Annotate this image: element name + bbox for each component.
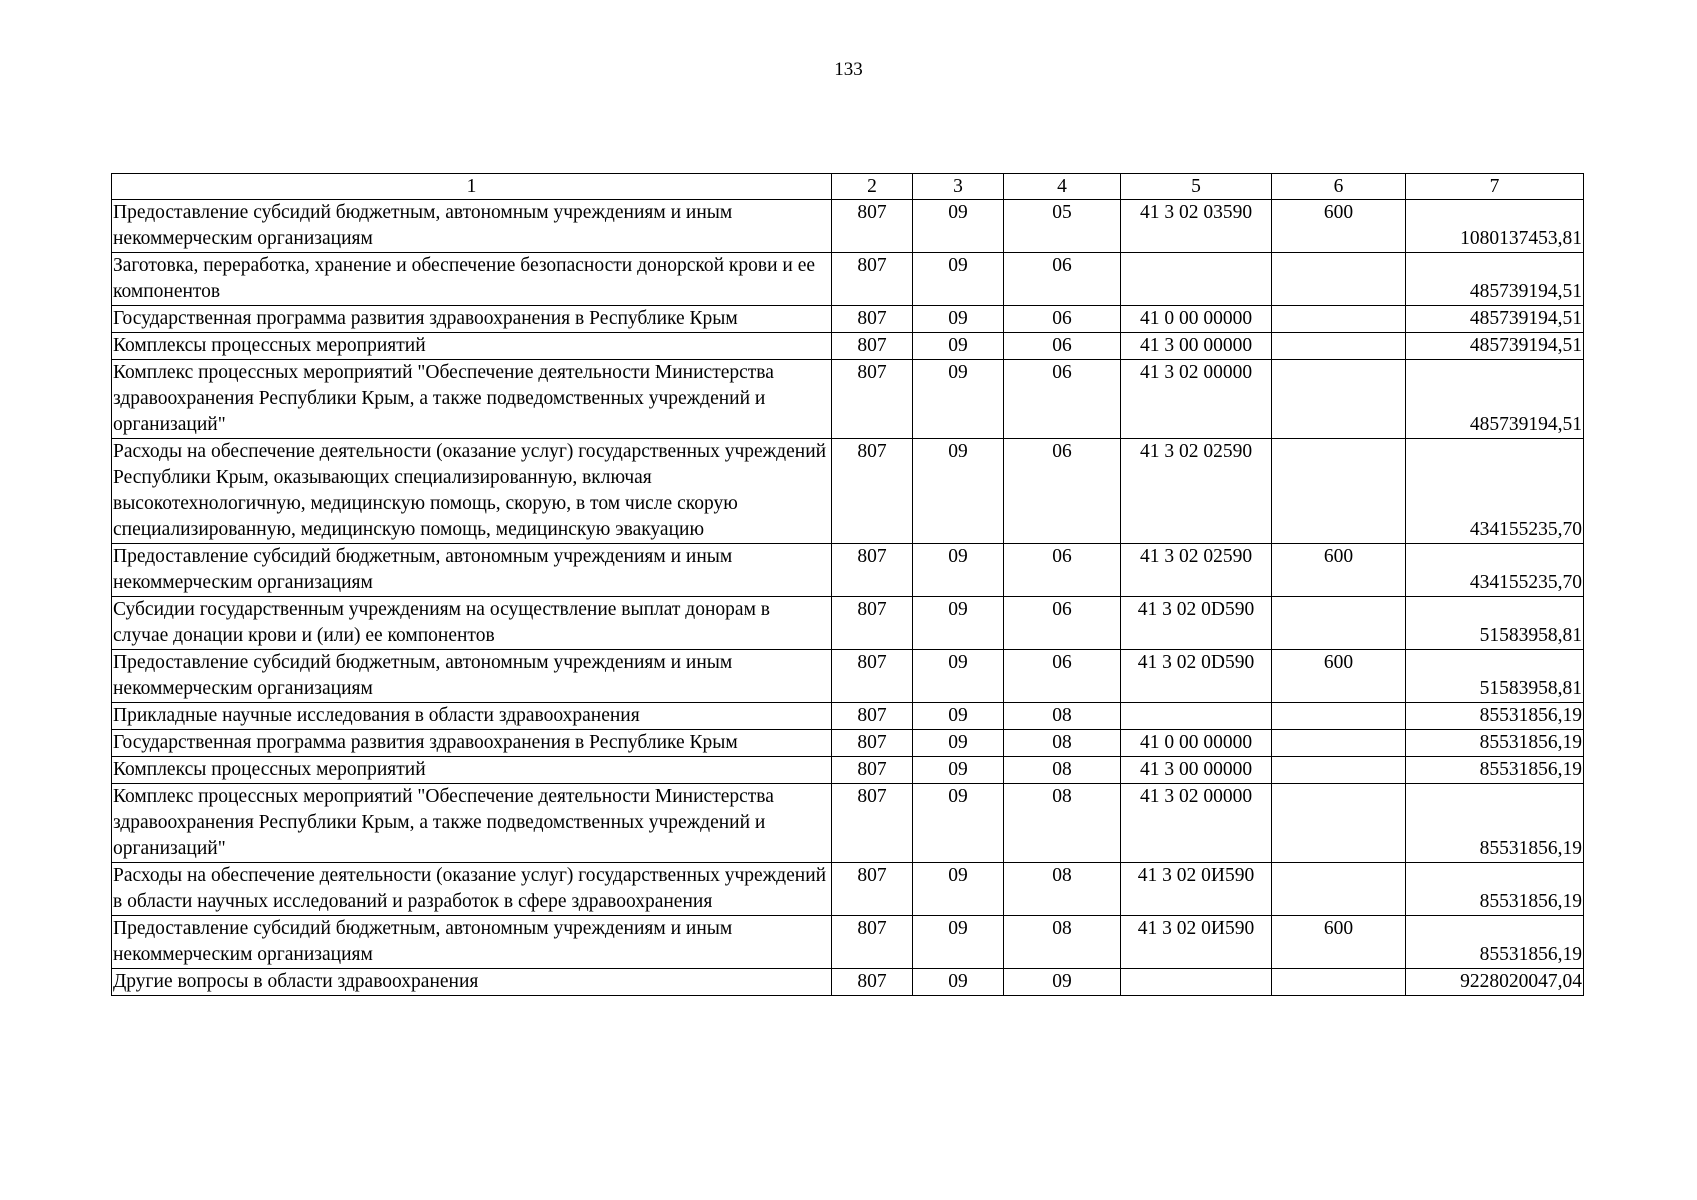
table-row [112,360,1584,439]
amount-cell: 434155235,70 [1406,439,1584,544]
glava-code-cell: 807 [832,650,913,703]
razdel-code-cell: 09 [913,544,1004,597]
amount-cell: 9228020047,04 [1406,969,1584,996]
item-name-cell: Комплекс процессных мероприятий "Обеспечение деятельности Министерства здравоохранения Республики Крым, а также подведомственных учреждений и организаций" [112,784,832,863]
table-row [112,597,1584,650]
item-name-cell: Государственная программа развития здравоохранения в Республике Крым [112,730,832,757]
podrazdel-code-cell: 08 [1004,784,1121,863]
column-header: 1 [112,174,832,200]
expense-type-cell [1272,703,1406,730]
podrazdel-code-cell: 09 [1004,969,1121,996]
razdel-code-cell: 09 [913,360,1004,439]
item-name-cell: Прикладные научные исследования в области здравоохранения [112,703,832,730]
podrazdel-code-cell: 08 [1004,757,1121,784]
razdel-code-cell: 09 [913,784,1004,863]
amount-cell: 85531856,19 [1406,863,1584,916]
table-row [112,650,1584,703]
amount-cell: 85531856,19 [1406,757,1584,784]
expense-type-cell [1272,597,1406,650]
razdel-code-cell: 09 [913,253,1004,306]
item-name-cell: Заготовка, переработка, хранение и обеспечение безопасности донорской крови и ее компонентов [112,253,832,306]
amount-cell: 51583958,81 [1406,597,1584,650]
razdel-code-cell: 09 [913,730,1004,757]
column-header: 7 [1406,174,1584,200]
item-name-cell: Субсидии государственным учреждениям на осуществление выплат донорам в случае донации крови и (или) ее компонентов [112,597,832,650]
expense-type-cell [1272,757,1406,784]
item-name-cell: Предоставление субсидий бюджетным, автономным учреждениям и иным некоммерческим организациям [112,916,832,969]
expense-type-cell: 600 [1272,916,1406,969]
razdel-code-cell: 09 [913,916,1004,969]
amount-cell: 485739194,51 [1406,253,1584,306]
expense-type-cell [1272,333,1406,360]
expense-type-cell [1272,253,1406,306]
razdel-code-cell: 09 [913,757,1004,784]
glava-code-cell: 807 [832,863,913,916]
table-row [112,784,1584,863]
razdel-code-cell: 09 [913,597,1004,650]
glava-code-cell: 807 [832,200,913,253]
target-article-cell: 41 3 02 0И590 [1121,863,1272,916]
table-row [112,306,1584,333]
glava-code-cell: 807 [832,730,913,757]
table-row [112,253,1584,306]
expense-type-cell [1272,360,1406,439]
amount-cell: 434155235,70 [1406,544,1584,597]
amount-cell: 85531856,19 [1406,916,1584,969]
table-row [112,439,1584,544]
table-row [112,730,1584,757]
expense-type-cell: 600 [1272,200,1406,253]
column-header: 3 [913,174,1004,200]
item-name-cell: Предоставление субсидий бюджетным, автономным учреждениям и иным некоммерческим организациям [112,200,832,253]
target-article-cell [1121,969,1272,996]
glava-code-cell: 807 [832,969,913,996]
expense-type-cell [1272,969,1406,996]
expense-type-cell [1272,439,1406,544]
podrazdel-code-cell: 05 [1004,200,1121,253]
item-name-cell: Расходы на обеспечение деятельности (оказание услуг) государственных учреждений Республики Крым, оказывающих специализированную, включая высокотехнологичную, медицинскую помощь, скорую, в том числе скорую специализированную, медицинскую помощь, медицинскую эвакуацию [112,439,832,544]
target-article-cell: 41 0 00 00000 [1121,730,1272,757]
item-name-cell: Комплексы процессных мероприятий [112,757,832,784]
podrazdel-code-cell: 08 [1004,916,1121,969]
podrazdel-code-cell: 06 [1004,360,1121,439]
glava-code-cell: 807 [832,360,913,439]
table-row [112,333,1584,360]
glava-code-cell: 807 [832,306,913,333]
glava-code-cell: 807 [832,253,913,306]
glava-code-cell: 807 [832,757,913,784]
glava-code-cell: 807 [832,784,913,863]
podrazdel-code-cell: 08 [1004,863,1121,916]
table-row [112,544,1584,597]
expense-type-cell [1272,730,1406,757]
amount-cell: 85531856,19 [1406,703,1584,730]
table-row [112,757,1584,784]
column-header: 5 [1121,174,1272,200]
podrazdel-code-cell: 06 [1004,650,1121,703]
expense-type-cell: 600 [1272,544,1406,597]
target-article-cell [1121,253,1272,306]
glava-code-cell: 807 [832,597,913,650]
glava-code-cell: 807 [832,439,913,544]
page-number: 133 [834,59,863,80]
amount-cell: 85531856,19 [1406,730,1584,757]
item-name-cell: Государственная программа развития здравоохранения в Республике Крым [112,306,832,333]
column-header: 2 [832,174,913,200]
glava-code-cell: 807 [832,916,913,969]
target-article-cell [1121,703,1272,730]
podrazdel-code-cell: 08 [1004,703,1121,730]
amount-cell: 485739194,51 [1406,333,1584,360]
header-row [112,174,1584,200]
target-article-cell: 41 3 02 0И590 [1121,916,1272,969]
glava-code-cell: 807 [832,703,913,730]
table-row [112,969,1584,996]
podrazdel-code-cell: 06 [1004,439,1121,544]
target-article-cell: 41 3 02 0D590 [1121,597,1272,650]
podrazdel-code-cell: 06 [1004,544,1121,597]
target-article-cell: 41 3 02 02590 [1121,439,1272,544]
column-header: 4 [1004,174,1121,200]
podrazdel-code-cell: 06 [1004,306,1121,333]
target-article-cell: 41 3 02 00000 [1121,784,1272,863]
table-body [112,200,1584,996]
razdel-code-cell: 09 [913,969,1004,996]
podrazdel-code-cell: 06 [1004,253,1121,306]
expense-type-cell [1272,784,1406,863]
amount-cell: 51583958,81 [1406,650,1584,703]
razdel-code-cell: 09 [913,333,1004,360]
target-article-cell: 41 3 02 00000 [1121,360,1272,439]
target-article-cell: 41 0 00 00000 [1121,306,1272,333]
table-row [112,200,1584,253]
target-article-cell: 41 3 02 03590 [1121,200,1272,253]
item-name-cell: Предоставление субсидий бюджетным, автономным учреждениям и иным некоммерческим организациям [112,544,832,597]
target-article-cell: 41 3 02 0D590 [1121,650,1272,703]
table-row [112,703,1584,730]
podrazdel-code-cell: 08 [1004,730,1121,757]
item-name-cell: Предоставление субсидий бюджетным, автономным учреждениям и иным некоммерческим организациям [112,650,832,703]
item-name-cell: Расходы на обеспечение деятельности (оказание услуг) государственных учреждений в области научных исследований и разработок в сфере здравоохранения [112,863,832,916]
item-name-cell: Комплекс процессных мероприятий "Обеспечение деятельности Министерства здравоохранения Республики Крым, а также подведомственных учреждений и организаций" [112,360,832,439]
target-article-cell: 41 3 00 00000 [1121,757,1272,784]
expense-type-cell [1272,306,1406,333]
target-article-cell: 41 3 00 00000 [1121,333,1272,360]
expense-type-cell [1272,863,1406,916]
table-row [112,916,1584,969]
amount-cell: 85531856,19 [1406,784,1584,863]
target-article-cell: 41 3 02 02590 [1121,544,1272,597]
glava-code-cell: 807 [832,333,913,360]
glava-code-cell: 807 [832,544,913,597]
podrazdel-code-cell: 06 [1004,597,1121,650]
razdel-code-cell: 09 [913,650,1004,703]
razdel-code-cell: 09 [913,200,1004,253]
item-name-cell: Другие вопросы в области здравоохранения [112,969,832,996]
column-header: 6 [1272,174,1406,200]
razdel-code-cell: 09 [913,439,1004,544]
expense-type-cell: 600 [1272,650,1406,703]
table-row [112,863,1584,916]
razdel-code-cell: 09 [913,863,1004,916]
amount-cell: 485739194,51 [1406,306,1584,333]
razdel-code-cell: 09 [913,306,1004,333]
amount-cell: 485739194,51 [1406,360,1584,439]
item-name-cell: Комплексы процессных мероприятий [112,333,832,360]
razdel-code-cell: 09 [913,703,1004,730]
budget-table [111,173,1584,996]
amount-cell: 1080137453,81 [1406,200,1584,253]
podrazdel-code-cell: 06 [1004,333,1121,360]
